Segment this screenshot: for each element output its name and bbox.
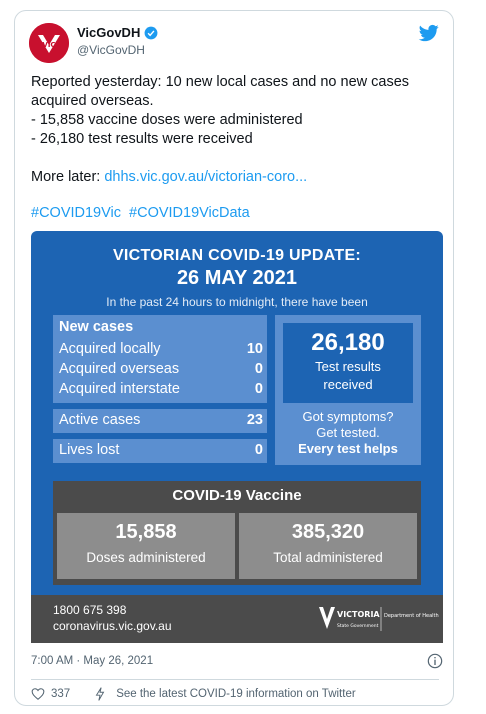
- row-value: 0: [254, 442, 263, 458]
- handle[interactable]: @VicGovDH: [77, 43, 145, 57]
- row-label: Acquired locally: [59, 341, 161, 357]
- lives-lost-row: [59, 442, 263, 458]
- coronavirus-website: coronavirus.vic.gov.au: [53, 619, 172, 633]
- new-cases-panel: [53, 315, 267, 403]
- active-cases-row: [59, 412, 263, 428]
- tweet-card[interactable]: [14, 10, 454, 706]
- tweet-line: - 26,180 test results were received: [31, 131, 253, 147]
- tests-value: 26,180: [311, 329, 385, 356]
- tweet-timestamp[interactable]: 7:00 AM · May 26, 2021: [31, 655, 154, 667]
- more-later-line: [31, 168, 443, 187]
- total-value: 385,320: [291, 521, 365, 543]
- avatar[interactable]: [29, 23, 69, 63]
- tweet-line: - 15,858 vaccine doses were administered: [31, 112, 303, 128]
- acquired-locally-row: [59, 341, 263, 357]
- hashtag-covid19vicdata[interactable]: #COVID19VicData: [129, 205, 250, 221]
- row-label: Acquired overseas: [59, 361, 180, 377]
- twitter-bird-icon[interactable]: [419, 23, 439, 43]
- row-value: 23: [246, 412, 263, 428]
- tests-panel: [275, 315, 421, 465]
- tests-label-1: Test results: [315, 359, 381, 374]
- lightning-bolt-icon: [94, 687, 106, 701]
- infographic-title: VICTORIAN COVID-19 UPDATE:: [112, 247, 362, 264]
- row-label: Lives lost: [59, 442, 120, 458]
- acquired-interstate-row: [59, 381, 263, 397]
- vaccine-panel: [53, 481, 421, 585]
- symptoms-line-1: Got symptoms?: [302, 409, 394, 424]
- hotline-number: 1800 675 398: [53, 603, 127, 617]
- doses-value: 15,858: [115, 521, 177, 543]
- symptoms-line-3: Every test helps: [298, 441, 398, 456]
- row-value: 0: [254, 361, 263, 377]
- hashtags: [31, 205, 254, 221]
- total-label: Total administered: [273, 550, 383, 565]
- info-icon[interactable]: [427, 653, 443, 669]
- like-count[interactable]: 337: [51, 688, 71, 700]
- row-label: Active cases: [59, 412, 141, 428]
- infographic-date: 26 MAY 2021: [176, 267, 298, 289]
- tweet-text: [31, 73, 443, 187]
- heart-icon[interactable]: [31, 687, 45, 701]
- new-cases-heading: New cases: [59, 319, 134, 335]
- infographic-footer: [31, 595, 443, 643]
- avatar-text: VIC: [42, 41, 56, 49]
- more-later-prefix: More later:: [31, 169, 105, 185]
- tweet-actions: [31, 687, 356, 701]
- tweet-line: Reported yesterday: 10 new local cases and no new cases acquired overseas.: [31, 74, 410, 109]
- department-name: Department of Health: [384, 613, 439, 619]
- doses-label: Doses administered: [86, 550, 206, 565]
- doses-administered-box: [57, 513, 235, 579]
- infographic-subtitle: In the past 24 hours to midnight, there have been: [106, 295, 368, 309]
- logo-word: VICTORIA: [337, 610, 380, 619]
- symptoms-message: [275, 409, 421, 457]
- update-infographic[interactable]: [31, 231, 443, 643]
- total-administered-box: [239, 513, 417, 579]
- covid-info-link[interactable]: See the latest COVID-19 information on Twitter: [116, 688, 356, 700]
- active-cases-panel: [53, 409, 267, 433]
- divider: [31, 679, 439, 680]
- dhhs-link[interactable]: dhhs.vic.gov.au/victorian-coro...: [104, 169, 308, 185]
- verified-badge-icon: [144, 26, 158, 40]
- tests-box: [283, 323, 413, 403]
- vicgov-logo-icon: [29, 23, 69, 63]
- row-value: 10: [246, 341, 263, 357]
- lives-lost-panel: [53, 439, 267, 463]
- hashtag-covid19vic[interactable]: #COVID19Vic: [31, 205, 121, 221]
- row-label: Acquired interstate: [59, 381, 180, 397]
- logo-sub: State Government: [337, 624, 379, 629]
- acquired-overseas-row: [59, 361, 263, 377]
- display-name[interactable]: VicGovDH: [77, 25, 141, 40]
- symptoms-line-2: Get tested.: [316, 425, 380, 440]
- victoria-government-logo-icon: [317, 603, 439, 635]
- tests-label-2: received: [323, 377, 373, 392]
- vaccine-title: COVID-19 Vaccine: [172, 487, 302, 504]
- name-row: [77, 25, 158, 40]
- row-value: 0: [254, 381, 263, 397]
